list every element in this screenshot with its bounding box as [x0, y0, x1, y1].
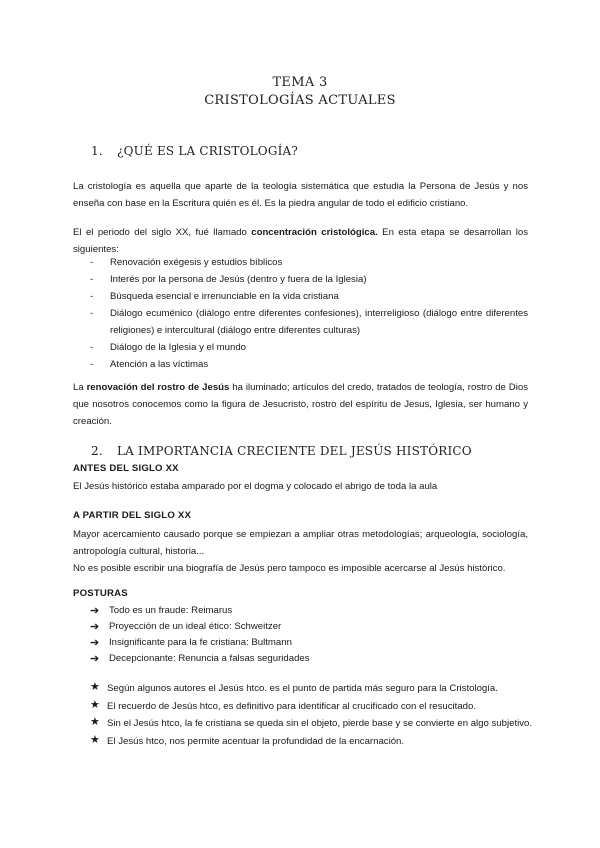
list-item-text: Todo es un fraude: Reimarus — [109, 605, 233, 616]
list-item — [90, 680, 532, 698]
paragraph2-text-b: En esta etapa se desarrollan los siguientes: — [73, 227, 528, 255]
list-item — [90, 254, 528, 271]
list-item — [90, 271, 528, 288]
label-antes-siglo-xx: ANTES DEL SIGLO XX — [73, 463, 179, 474]
dash-marker: - — [90, 342, 94, 353]
star-icon: ★ — [90, 716, 100, 728]
arrow-right-icon: ➔ — [90, 605, 100, 617]
list-item — [90, 698, 532, 716]
list-item-text: El recuerdo de Jesús htco, es definitivo para identificar al crucificado con el resucitado. — [107, 700, 477, 712]
list-item — [90, 603, 310, 619]
list-item-text: Diálogo de la Iglesia y el mundo — [110, 342, 246, 353]
list-item — [90, 651, 310, 667]
list-item-text: Insignificante para la fe cristiana: Bultmann — [109, 637, 292, 648]
dash-marker: - — [90, 359, 94, 370]
section1-paragraph2 — [73, 224, 528, 258]
text-antes-siglo-xx: El Jesús histórico estaba amparado por el dogma y colocado el abrigo de toda la aula — [73, 481, 438, 492]
dash-marker: - — [90, 291, 94, 302]
list-item — [90, 356, 528, 373]
section1-heading — [91, 144, 298, 158]
list-item-text: Diálogo ecuménico (diálogo entre diferentes confesiones), interreligioso (diálogo entre diferentes religiones) e intercultural (diálogo entre diferentes culturas) — [110, 308, 528, 336]
section1-paragraph1: La cristología es aquella que aparte de la teología sistemática que estudia la Persona de Jesús y nos enseña con base en la Escritura quién es él. Es la piedra angular de todo el edificio cristiano. — [73, 181, 528, 209]
list-item-text: Atención a las víctimas — [110, 359, 209, 370]
list-item-text: Decepcionante: Renuncia a falsas seguridades — [109, 653, 310, 664]
list-item-text: Búsqueda esencial e irrenunciable en la vida cristiana — [110, 291, 339, 302]
paragraph3-text-b: ha iluminado; artículos del credo, tratados de teología, rostro de Dios que nosotros conocemos como la figura de Jesucristo, rostro del espíritu de Jesus, Iglesia, ser humano y creación. — [73, 382, 528, 427]
text-a-partir-line1: Mayor acercamiento causado porque se empiezan a ampliar otras metodologías; arqueología, sociología, antropología cultural, historia... — [73, 529, 528, 557]
notes-list — [90, 680, 532, 750]
text-a-partir-line2: No es posible escribir una biografía de Jesús pero tampoco es imposible acercarse al Jesús histórico. — [73, 563, 506, 574]
list-item — [90, 288, 528, 305]
paragraph3-bold: renovación del rostro de Jesús — [86, 382, 230, 393]
list-item-text: El Jesús htco, nos permite acentuar la profundidad de la encarnación. — [107, 735, 405, 747]
section1-paragraph3 — [73, 379, 528, 430]
posturas-list — [90, 603, 310, 667]
section1-list — [90, 254, 528, 373]
list-item-text: Interés por la persona de Jesús (dentro y fuera de la Iglesia) — [110, 274, 367, 285]
section1-number: 1. — [91, 144, 103, 158]
section2-heading — [91, 444, 472, 458]
list-item-text: Renovación exégesis y estudios bíblicos — [110, 257, 283, 268]
paragraph2-text-a: El el periodo del siglo XX, fué llamado — [73, 227, 252, 238]
list-item — [90, 619, 310, 635]
document-title-line1: TEMA 3 — [272, 75, 328, 90]
label-a-partir-siglo-xx: A PARTIR DEL SIGLO XX — [73, 510, 192, 521]
list-item — [90, 733, 532, 751]
star-icon: ★ — [90, 733, 100, 746]
dash-marker: - — [90, 274, 94, 285]
dash-marker: - — [90, 257, 94, 268]
star-icon: ★ — [90, 681, 100, 693]
arrow-right-icon: ➔ — [90, 653, 100, 665]
paragraph3-text-a: La — [73, 382, 87, 393]
paragraph2-bold: concentración cristológica. — [251, 227, 378, 238]
list-item — [90, 715, 532, 733]
text-a-partir-siglo-xx — [73, 526, 528, 577]
list-item — [90, 635, 310, 651]
arrow-right-icon: ➔ — [90, 621, 100, 633]
document-title-line2: CRISTOLOGÍAS ACTUALES — [204, 93, 396, 108]
arrow-right-icon: ➔ — [90, 637, 100, 649]
label-posturas: POSTURAS — [73, 588, 128, 599]
dash-marker: - — [90, 308, 94, 319]
star-icon: ★ — [90, 698, 100, 711]
section2-number: 2. — [91, 444, 103, 458]
list-item-text: Según algunos autores el Jesús htco. es el punto de partida más seguro para la Cristología. — [107, 683, 498, 694]
list-item — [90, 305, 528, 339]
list-item-text: Proyección de un ideal ético: Schweitzer — [109, 621, 282, 632]
list-item-text: Sin el Jesús htco, la fe cristiana se queda sin el objeto, pierde base y se convierte en algo subjetivo. — [107, 718, 533, 729]
section2-title: LA IMPORTANCIA CRECIENTE DEL JESÚS HISTÓRICO — [117, 444, 472, 458]
list-item — [90, 339, 528, 356]
section1-title: ¿QUÉ ES LA CRISTOLOGÍA? — [117, 144, 299, 158]
